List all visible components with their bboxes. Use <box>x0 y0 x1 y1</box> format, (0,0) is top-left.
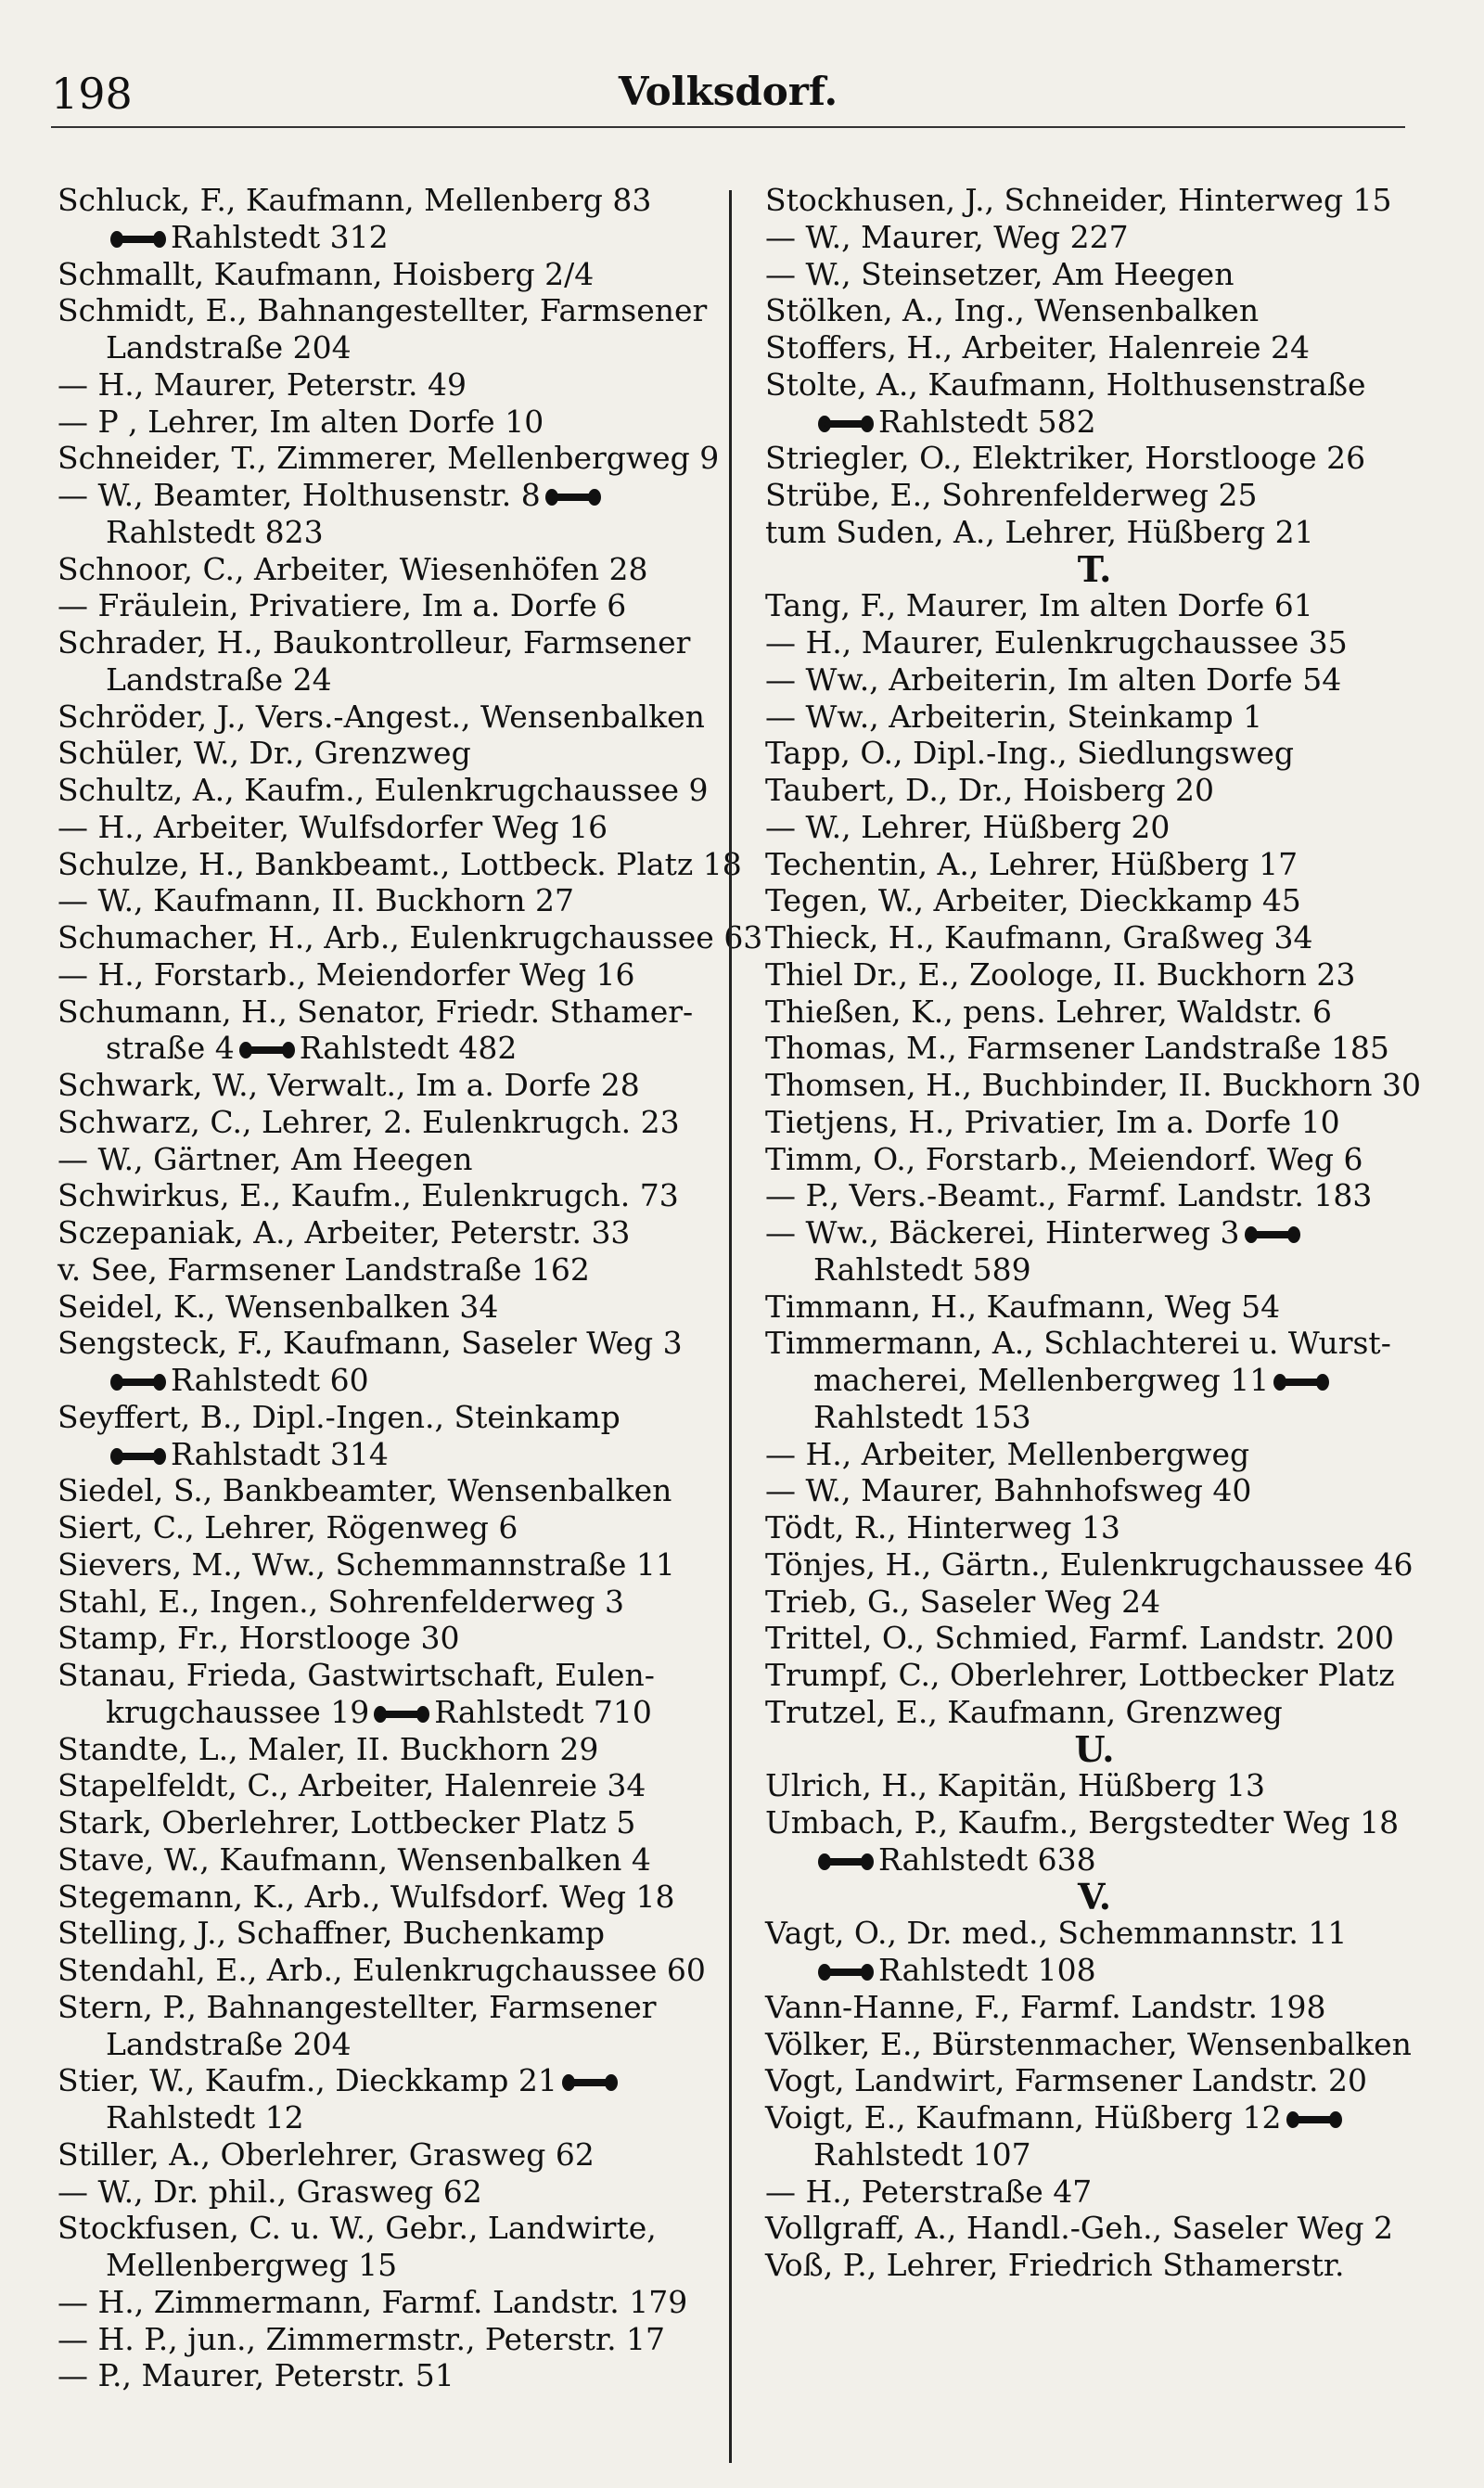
directory-entry <box>765 956 1424 994</box>
directory-entry <box>765 1546 1424 1584</box>
entry-text: — H., Arbeiter, Wulfsdorfer Weg 16 <box>58 808 608 845</box>
directory-entry <box>765 2026 1424 2063</box>
entry-text: — W., Beamter, Holthusenstr. 8 <box>58 477 541 513</box>
directory-entry <box>58 1879 725 1916</box>
directory-entry <box>765 440 1424 477</box>
entry-text: Trutzel, E., Kaufmann, Grenzweg <box>765 1693 1283 1730</box>
directory-entry <box>58 219 725 256</box>
directory-entry <box>58 292 725 329</box>
entry-text: Techentin, A., Lehrer, Hüßberg 17 <box>765 845 1298 882</box>
directory-entry <box>765 1767 1424 1804</box>
directory-entry <box>58 994 725 1031</box>
directory-entry <box>58 845 742 883</box>
directory-entry <box>765 919 1424 956</box>
entry-text: Stolte, A., Kaufmann, Holthusenstraße <box>765 366 1366 403</box>
directory-entry <box>765 256 1424 293</box>
entry-text: Tödt, R., Hinterweg 13 <box>765 1509 1120 1545</box>
entry-text: — H., Maurer, Eulenkrugchaussee 35 <box>765 624 1348 660</box>
entry-text: Rahlstedt 108 <box>878 1952 1096 1988</box>
entry-text: Stölken, A., Ing., Wensenbalken <box>765 292 1260 329</box>
directory-entry <box>58 1804 725 1841</box>
entry-text: Rahlstedt 12 <box>106 2099 304 2135</box>
entry-text: Trieb, G., Saseler Weg 24 <box>765 1583 1161 1620</box>
entry-text: straße 4 <box>106 1030 235 1067</box>
directory-entry <box>58 1399 725 1436</box>
entry-text: Voß, P., Lehrer, Friedrich Sthamerstr. <box>765 2247 1345 2283</box>
entry-text: Rahlstedt 60 <box>171 1362 369 1398</box>
entry-text: Timm, O., Forstarb., Meiendorf. Weg 6 <box>765 1140 1363 1177</box>
entry-text: Rahlstedt 823 <box>106 513 324 550</box>
entry-text: — W., Lehrer, Hüßberg 20 <box>765 808 1171 845</box>
entry-text: Stier, W., Kaufm., Dieckkamp 21 <box>58 2062 557 2099</box>
telephone-receiver-icon <box>561 2072 619 2093</box>
directory-entry <box>58 772 725 809</box>
left-column <box>58 182 763 2394</box>
entry-text: — H., Maurer, Peterstr. 49 <box>58 366 467 403</box>
entry-text: — W., Maurer, Bahnhofsweg 40 <box>765 1472 1252 1509</box>
directory-entry <box>765 366 1424 404</box>
entry-phone-number: Rahlstedt 710 <box>434 1693 652 1730</box>
directory-entry <box>765 2174 1424 2211</box>
entry-text: Rahlstedt 312 <box>171 218 389 255</box>
telephone-receiver-icon <box>109 1446 167 1467</box>
directory-entry <box>765 1325 1424 1362</box>
entry-text: krugchaussee 19 <box>106 1693 370 1730</box>
directory-entry <box>58 1104 725 1141</box>
entry-text: Thomas, M., Farmsener Landstraße 185 <box>765 1030 1389 1067</box>
directory-entry <box>765 735 1424 772</box>
directory-entry <box>58 699 725 736</box>
entry-text: — P., Maurer, Peterstr. 51 <box>58 2357 454 2394</box>
entry-text: Timmann, H., Kaufmann, Weg 54 <box>765 1288 1281 1325</box>
entry-text: Stark, Oberlehrer, Lottbecker Platz 5 <box>58 1804 636 1840</box>
entry-text: Stave, W., Kaufmann, Wensenbalken 4 <box>58 1840 651 1878</box>
directory-entry <box>58 1067 725 1104</box>
directory-entry <box>765 292 1424 329</box>
directory-entry <box>765 477 1424 514</box>
entry-text: Voigt, E., Kaufmann, Hüßberg 12 <box>765 2099 1282 2135</box>
directory-entry <box>765 1067 1424 1104</box>
directory-entry <box>58 477 725 514</box>
entry-text: Sczepaniak, A., Arbeiter, Peterstr. 33 <box>58 1214 631 1250</box>
directory-entry <box>58 440 725 477</box>
entry-phone-number: Rahlstedt 482 <box>299 1030 518 1067</box>
directory-entry <box>58 735 725 772</box>
entry-text: Rahlstadt 314 <box>171 1435 389 1472</box>
directory-entry <box>58 624 725 661</box>
entry-text: — W., Gärtner, Am Heegen <box>58 1140 473 1177</box>
entry-text: Rahlstedt 589 <box>813 1250 1031 1288</box>
directory-entry <box>58 182 725 219</box>
entry-text: — W., Steinsetzer, Am Heegen <box>765 255 1235 292</box>
directory-entry <box>58 1251 725 1289</box>
directory-entry <box>765 1104 1424 1141</box>
entry-text: Schumann, H., Senator, Friedr. Sthamer- <box>58 993 694 1030</box>
telephone-receiver-icon <box>109 229 167 250</box>
directory-entry <box>765 514 1424 551</box>
directory-entry <box>765 1141 1424 1178</box>
directory-entry <box>765 809 1424 846</box>
entry-text: Timmermann, A., Schlachterei u. Wurst- <box>765 1325 1391 1362</box>
entry-text: Rahlstedt 107 <box>813 2135 1031 2173</box>
entry-text: Stockhusen, J., Schneider, Hinterweg 15 <box>765 182 1392 218</box>
entry-text: — P , Lehrer, Im alten Dorfe 10 <box>58 403 544 440</box>
entry-text: Tang, F., Maurer, Im alten Dorfe 61 <box>765 587 1313 624</box>
section-letter <box>765 1727 1424 1770</box>
header-rule <box>51 126 1405 128</box>
entry-text: — P., Vers.-Beamt., Farmf. Landstr. 183 <box>765 1177 1373 1214</box>
entry-text: Mellenbergweg 15 <box>106 2247 398 2283</box>
entry-text: Sengsteck, F., Kaufmann, Saseler Weg 3 <box>58 1325 683 1362</box>
directory-entry <box>58 1731 725 1768</box>
entry-text: Standte, L., Maler, II. Buckhorn 29 <box>58 1730 599 1767</box>
entry-text: Landstraße 24 <box>106 660 332 698</box>
entry-text: — H., Forstarb., Meiendorfer Weg 16 <box>58 955 635 993</box>
directory-entry <box>765 2062 1424 2099</box>
directory-entry <box>765 1509 1424 1546</box>
directory-entry <box>58 809 725 846</box>
directory-entry <box>58 2099 725 2136</box>
entry-text: Schröder, J., Vers.-Angest., Wensenbalken <box>58 698 705 735</box>
entry-text: Vollgraff, A., Handl.-Geh., Saseler Weg 2 <box>765 2210 1393 2247</box>
entry-text: Strübe, E., Sohrenfelderweg 25 <box>765 477 1258 513</box>
telephone-receiver-icon <box>109 1372 167 1392</box>
entry-text: Stiller, A., Oberlehrer, Grasweg 62 <box>58 2135 595 2173</box>
directory-entry <box>765 2247 1424 2284</box>
entry-text: V. <box>1077 1875 1112 1917</box>
directory-entry <box>58 919 763 956</box>
directory-entry <box>58 256 725 293</box>
directory-entry <box>58 1584 725 1621</box>
directory-entry <box>765 1289 1424 1326</box>
directory-entry <box>765 1620 1424 1657</box>
directory-entry <box>58 329 725 366</box>
entry-text: Umbach, P., Kaufm., Bergstedter Weg 18 <box>765 1804 1400 1840</box>
directory-entry <box>765 1030 1424 1067</box>
directory-entry <box>765 772 1424 809</box>
entry-text: — W., Maurer, Weg 227 <box>765 218 1129 255</box>
directory-entry <box>58 2174 725 2211</box>
directory-entry <box>58 1214 725 1251</box>
directory-entry <box>58 1989 725 2026</box>
directory-entry <box>765 1214 1424 1251</box>
entry-text: Schmidt, E., Bahnangestellter, Farmsener <box>58 292 708 329</box>
directory-entry <box>58 882 725 919</box>
directory-entry <box>765 994 1424 1031</box>
directory-entry <box>58 2284 725 2321</box>
entry-text: Stockfusen, C. u. W., Gebr., Landwirte, <box>58 2210 657 2247</box>
telephone-receiver-icon <box>1273 1372 1330 1392</box>
directory-entry <box>58 1177 725 1214</box>
directory-entry <box>58 1620 725 1657</box>
entry-text: — Ww., Bäckerei, Hinterweg 3 <box>765 1214 1240 1250</box>
directory-entry <box>765 1952 1424 1989</box>
directory-entry <box>765 2099 1424 2136</box>
entry-text: Tietjens, H., Privatier, Im a. Dorfe 10 <box>765 1103 1340 1140</box>
directory-entry <box>765 846 1424 883</box>
directory-entry <box>58 2247 725 2284</box>
directory-entry <box>58 587 725 624</box>
page-number: 198 <box>51 69 133 119</box>
entry-text: Stendahl, E., Arb., Eulenkrugchaussee 60 <box>58 1952 706 1988</box>
entry-text: Seidel, K., Wensenbalken 34 <box>58 1288 499 1325</box>
entry-text: Stamp, Fr., Horstlooge 30 <box>58 1620 460 1657</box>
entry-text: T. <box>1077 547 1112 590</box>
directory-entry <box>765 1362 1424 1399</box>
running-title: Volksdorf. <box>618 69 838 114</box>
directory-entry <box>765 661 1424 699</box>
telephone-receiver-icon <box>238 1040 296 1060</box>
directory-entry <box>58 1472 725 1509</box>
directory-entry <box>765 404 1424 441</box>
directory-entry <box>765 2136 1424 2174</box>
entry-text: Siert, C., Lehrer, Rögenweg 6 <box>58 1509 518 1545</box>
entry-text: Stern, P., Bahnangestellter, Farmsener <box>58 1988 657 2025</box>
entry-text: — Ww., Arbeiterin, Steinkamp 1 <box>765 698 1263 735</box>
directory-entry <box>765 624 1424 661</box>
entry-text: Striegler, O., Elektriker, Horstlooge 26 <box>765 440 1366 477</box>
entry-text: Stahl, E., Ingen., Sohrenfelderweg 3 <box>58 1583 624 1620</box>
directory-entry <box>765 1657 1424 1694</box>
directory-entry <box>58 2026 725 2063</box>
telephone-receiver-icon <box>817 1962 875 1982</box>
section-letter <box>765 1875 1424 1917</box>
telephone-receiver-icon <box>373 1704 430 1725</box>
entry-text: Schwarz, C., Lehrer, 2. Eulenkrugch. 23 <box>58 1103 680 1140</box>
directory-entry <box>765 1472 1424 1509</box>
directory-entry <box>58 1030 725 1067</box>
entry-text: Thieck, H., Kaufmann, Graßweg 34 <box>765 919 1313 955</box>
entry-text: Vann-Hanne, F., Farmf. Landstr. 198 <box>765 1988 1326 2025</box>
directory-entry <box>58 1325 725 1362</box>
entry-text: — W., Dr. phil., Grasweg 62 <box>58 2173 482 2210</box>
entry-text: Thiel Dr., E., Zoologe, II. Buckhorn 23 <box>765 955 1356 993</box>
entry-text: Schrader, H., Baukontrolleur, Farmsener <box>58 624 691 660</box>
telephone-receiver-icon <box>817 414 875 434</box>
directory-entry <box>765 2210 1424 2247</box>
directory-entry <box>765 219 1424 256</box>
entry-text: Schumacher, H., Arb., Eulenkrugchaussee 63 <box>58 919 763 955</box>
directory-entry <box>765 1804 1424 1841</box>
directory-entry <box>765 1694 1424 1731</box>
directory-entry <box>765 1841 1424 1879</box>
directory-entry <box>58 956 725 994</box>
entry-text: Schüler, W., Dr., Grenzweg <box>58 735 471 772</box>
directory-entry <box>58 1841 725 1879</box>
section-letter <box>765 547 1424 590</box>
entry-text: Schwirkus, E., Kaufm., Eulenkrugch. 73 <box>58 1177 679 1214</box>
entry-text: Schultz, A., Kaufm., Eulenkrugchaussee 9 <box>58 772 709 808</box>
entry-text: Vogt, Landwirt, Farmsener Landstr. 20 <box>765 2062 1368 2099</box>
entry-text: Schulze, H., Bankbeamt., Lottbeck. Platz 18 <box>58 845 742 882</box>
directory-entry <box>58 1767 725 1804</box>
directory-entry <box>58 2136 725 2174</box>
directory-entry <box>58 2062 725 2099</box>
directory-entry <box>58 1509 725 1546</box>
directory-entry <box>765 1989 1424 2026</box>
directory-entry <box>765 329 1424 366</box>
directory-entry <box>58 1436 725 1473</box>
entry-text: Trumpf, C., Oberlehrer, Lottbecker Platz <box>765 1657 1395 1693</box>
directory-entry <box>765 1399 1424 1436</box>
telephone-receiver-icon <box>1244 1225 1301 1245</box>
directory-entry <box>765 182 1424 219</box>
entry-text: Rahlstedt 582 <box>878 403 1096 440</box>
entry-text: Tapp, O., Dipl.-Ing., Siedlungsweg <box>765 735 1294 772</box>
entry-text: Seyffert, B., Dipl.-Ingen., Steinkamp <box>58 1398 620 1435</box>
entry-text: Thießen, K., pens. Lehrer, Waldstr. 6 <box>765 993 1332 1030</box>
entry-text: Schwark, W., Verwalt., Im a. Dorfe 28 <box>58 1067 640 1103</box>
entry-text: Schmallt, Kaufmann, Hoisberg 2/4 <box>58 255 595 292</box>
directory-entry <box>765 882 1424 919</box>
directory-entry <box>765 1915 1424 1952</box>
directory-entry <box>58 2210 725 2247</box>
entry-text: Schneider, T., Zimmerer, Mellenbergweg 9 <box>58 440 720 477</box>
directory-entry <box>58 1694 725 1731</box>
entry-text: Trittel, O., Schmied, Farmf. Landstr. 200 <box>765 1620 1395 1657</box>
entry-text: Schluck, F., Kaufmann, Mellenberg 83 <box>58 182 652 218</box>
directory-entry <box>58 1657 725 1694</box>
entry-text: Stapelfeldt, C., Arbeiter, Halenreie 34 <box>58 1767 646 1804</box>
page-header <box>51 65 1405 130</box>
entry-text: Stoffers, H., Arbeiter, Halenreie 24 <box>765 329 1311 366</box>
column-divider <box>729 190 732 2463</box>
entry-text: Stelling, J., Schaffner, Buchenkamp <box>58 1915 606 1952</box>
entry-text: Tönjes, H., Gärtn., Eulenkrugchaussee 46 <box>765 1545 1414 1583</box>
directory-entry <box>765 587 1424 624</box>
entry-text: Rahlstedt 153 <box>813 1398 1031 1435</box>
directory-entry <box>58 1952 725 1989</box>
entry-text: Siedel, S., Bankbeamter, Wensenbalken <box>58 1472 672 1509</box>
entry-text: — Fräulein, Privatiere, Im a. Dorfe 6 <box>58 587 627 624</box>
entry-text: Tegen, W., Arbeiter, Dieckkamp 45 <box>765 882 1301 919</box>
entry-text: Thomsen, H., Buchbinder, II. Buckhorn 30 <box>765 1067 1421 1103</box>
directory-entry <box>58 2321 725 2358</box>
directory-entry <box>58 1141 725 1178</box>
entry-text: tum Suden, A., Lehrer, Hüßberg 21 <box>765 513 1314 550</box>
entry-text: U. <box>1074 1727 1115 1770</box>
entry-text: — H., Zimmermann, Farmf. Landstr. 179 <box>58 2283 688 2320</box>
entry-text: Ulrich, H., Kapitän, Hüßberg 13 <box>765 1767 1265 1804</box>
entry-text: — Ww., Arbeiterin, Im alten Dorfe 54 <box>765 660 1342 698</box>
entry-text: macherei, Mellenbergweg 11 <box>813 1362 1270 1398</box>
right-column <box>765 182 1424 2284</box>
directory-entry <box>58 1289 725 1326</box>
telephone-receiver-icon <box>1286 2110 1343 2130</box>
directory-entry <box>765 1436 1424 1473</box>
entry-text: Landstraße 204 <box>106 2025 352 2062</box>
entry-text: v. See, Farmsener Landstraße 162 <box>58 1250 590 1288</box>
entry-text: Taubert, D., Dr., Hoisberg 20 <box>765 772 1215 808</box>
entry-text: — H., Arbeiter, Mellenbergweg <box>765 1435 1250 1472</box>
directory-entry <box>58 366 725 404</box>
directory-entry <box>765 1177 1424 1214</box>
directory-entry <box>58 551 725 588</box>
directory-entry <box>765 1251 1424 1289</box>
entry-text: — W., Kaufmann, II. Buckhorn 27 <box>58 882 575 919</box>
directory-entry <box>58 1546 725 1584</box>
telephone-receiver-icon <box>544 487 602 507</box>
directory-entry <box>58 514 725 551</box>
entry-text: — H., Peterstraße 47 <box>765 2173 1093 2210</box>
entry-text: Landstraße 204 <box>106 329 352 366</box>
entry-text: Völker, E., Bürstenmacher, Wensenbalken <box>765 2025 1412 2062</box>
telephone-receiver-icon <box>817 1852 875 1872</box>
entry-text: — H. P., jun., Zimmermstr., Peterstr. 17 <box>58 2320 666 2357</box>
entry-text: Stanau, Frieda, Gastwirtschaft, Eulen- <box>58 1657 655 1693</box>
directory-entry <box>58 1915 725 1952</box>
directory-entry <box>58 2357 725 2394</box>
directory-entry <box>765 699 1424 736</box>
directory-entry <box>765 1584 1424 1621</box>
entry-text: Vagt, O., Dr. med., Schemmannstr. 11 <box>765 1915 1348 1952</box>
entry-text: Stegemann, K., Arb., Wulfsdorf. Weg 18 <box>58 1878 675 1915</box>
directory-entry <box>58 1362 725 1399</box>
directory-entry <box>58 404 725 441</box>
entry-text: Sievers, M., Ww., Schemmannstraße 11 <box>58 1545 675 1583</box>
entry-text: Schnoor, C., Arbeiter, Wiesenhöfen 28 <box>58 550 648 587</box>
directory-entry <box>58 661 725 699</box>
entry-text: Rahlstedt 638 <box>878 1840 1096 1878</box>
